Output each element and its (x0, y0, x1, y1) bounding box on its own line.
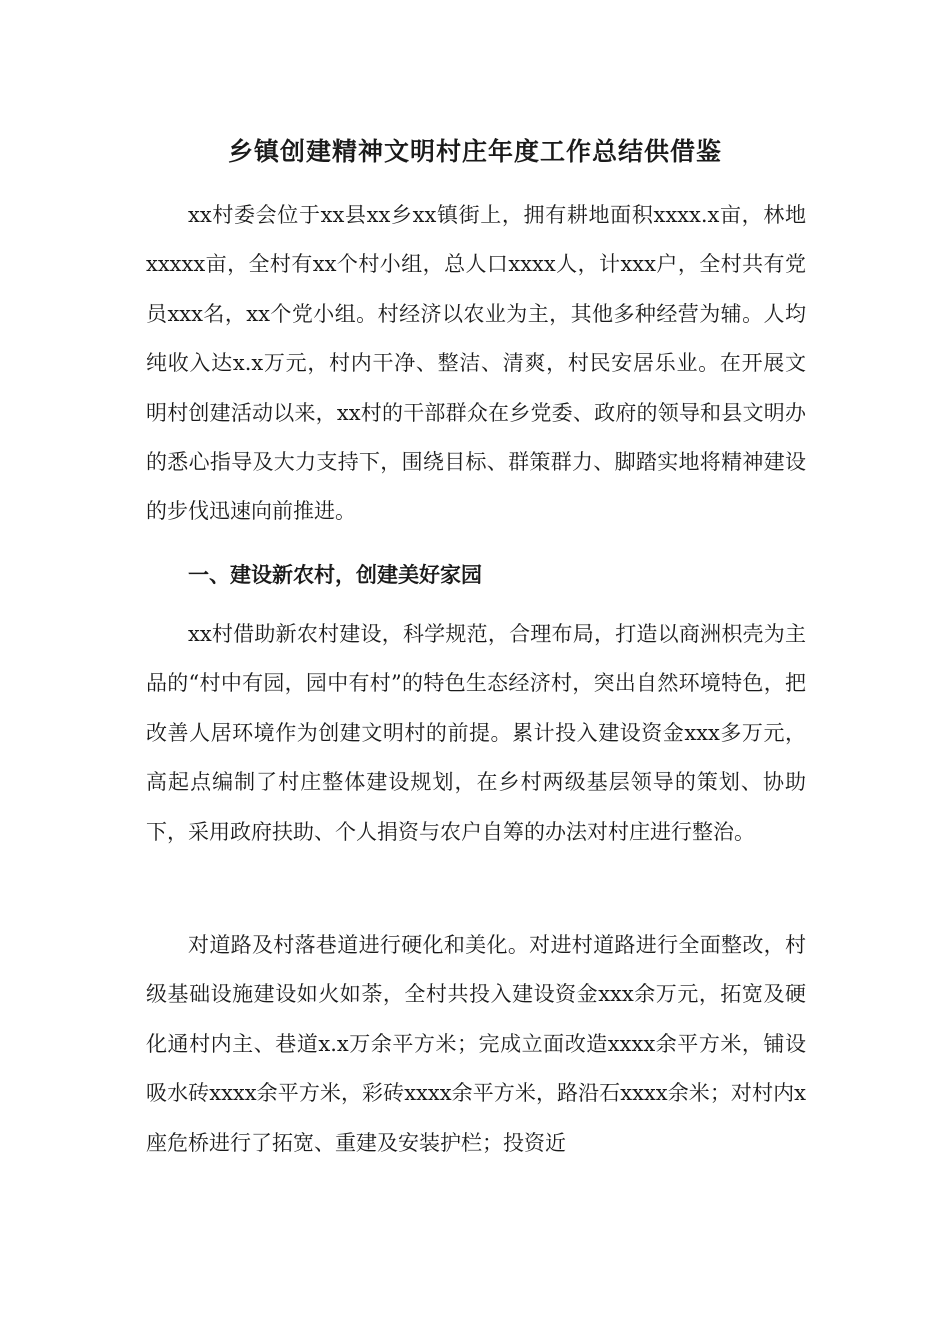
document-title: 乡镇创建精神文明村庄年度工作总结供借鉴 (227, 137, 722, 166)
body-paragraph: xx村借助新农村建设，科学规范，合理布局，打造以商洲枳壳为主品的“村中有园，园中有村”的特色生态经济村，突出自然环境特色，把改善人居环境作为创建文明村的前提。累计投入建设资金xxx多万元，高起点编制了村庄整体建设规划，在乡村两级基层领导的策划、协助下，采用政府扶助、个人捐资与农户自筹的办法对村庄进行整治。 (146, 622, 806, 844)
intro-paragraph: xx村委会位于xx县xx乡xx镇街上，拥有耕地面积xxxx.x亩，林地xxxxx亩，全村有xx个村小组，总人口xxxx人，计xxx户，全村共有党员xxx名，xx个党小组。村经济以农业为主，其他多种经营为辅。人均纯收入达x.x万元，村内干净、整洁、清爽，村民安居乐业。在开展文明村创建活动以来，xx村的干部群众在乡党委、政府的领导和县文明办的悉心指导及大力支持下，围绕目标、群策群力、脚踏实地将精神建设的步伐迅速向前推进。 (146, 203, 806, 524)
section-heading: 一、建设新农村，创建美好家园 (188, 562, 482, 587)
body-paragraph: 对道路及村落巷道进行硬化和美化。对进村道路进行全面整改，村级基础设施建设如火如荼，全村共投入建设资金xxx余万元，拓宽及硬化通村内主、巷道x.x万余平方米；完成立面改造xxxx余平方米，铺设吸水砖xxxx余平方米，彩砖xxxx余平方米，路沿石xxxx余米；对村内x座危桥进行了拓宽、重建及安装护栏；投资近 (146, 933, 806, 1155)
